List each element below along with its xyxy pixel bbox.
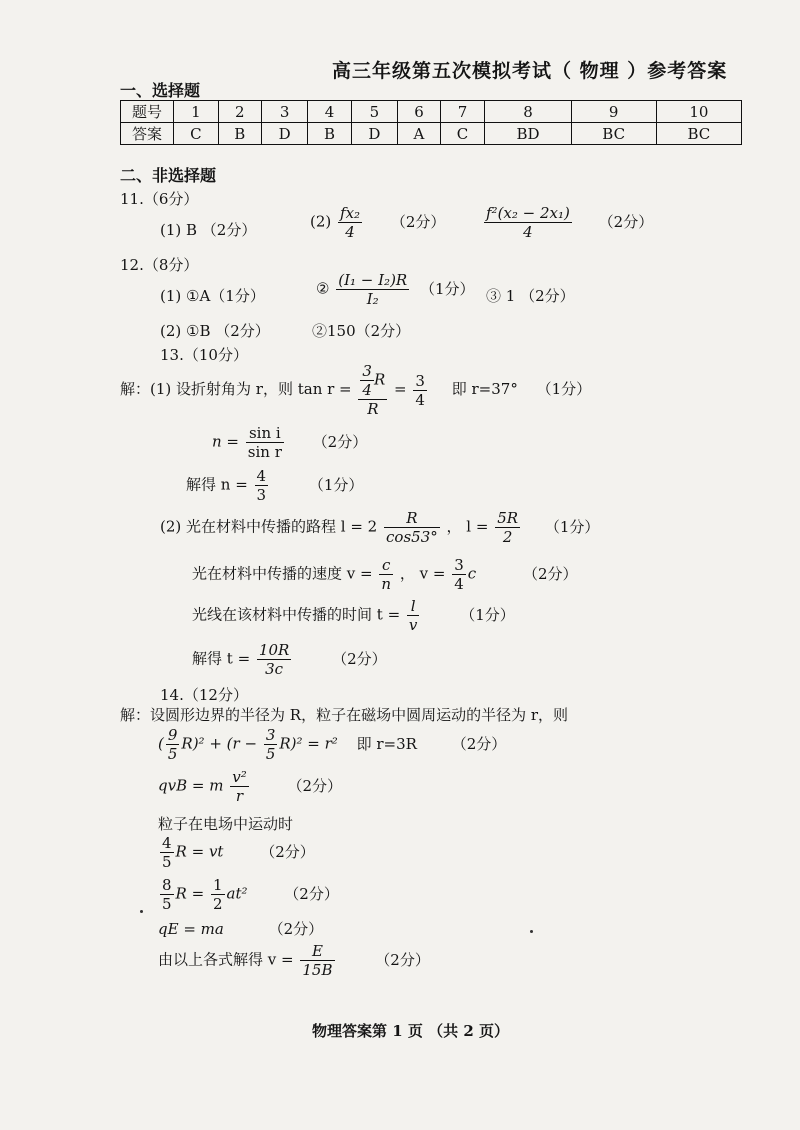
fraction-denominator: 2: [502, 528, 513, 546]
section-choice-heading: 一、选择题: [120, 81, 201, 100]
q13-line7-text: 解得 t =: [192, 649, 251, 668]
fraction-numerator: E: [300, 942, 334, 961]
q13-line6: [192, 597, 515, 634]
q14-line2-mid: R)² + (r −: [181, 734, 258, 753]
q11-heading: 11.（6分）: [120, 190, 199, 208]
section-nonchoice-heading: 二、非选择题: [120, 166, 217, 185]
symbol-R: R: [373, 370, 386, 389]
fraction-denominator: 5: [162, 895, 172, 913]
q13-line1-result: [413, 372, 427, 409]
q11-part3-fraction: [484, 204, 572, 241]
q13-line3-fraction: [255, 467, 269, 504]
q14-line2-open: (: [158, 734, 164, 753]
q11-part2-label: (2): [310, 212, 332, 231]
score-label: （1分）: [536, 380, 592, 398]
fraction-numerator: 9: [167, 726, 178, 744]
q14-line8-fraction: [300, 942, 334, 979]
table-cell: B: [308, 123, 351, 145]
fraction-numerator: 5R: [497, 509, 519, 527]
q12-part2-fraction: [336, 271, 409, 308]
table-header-cell: 答案: [121, 123, 174, 145]
q14-line2-fraction1: [166, 726, 180, 763]
fraction-denominator: cos53°: [386, 528, 438, 546]
fraction-denominator: 4: [345, 223, 355, 241]
fraction-numerator: [358, 362, 387, 400]
fraction-denominator: I₂: [366, 290, 379, 308]
fraction-denominator: r: [235, 787, 244, 805]
q14-line6-end: at²: [226, 884, 248, 903]
scan-speck: [530, 930, 533, 933]
fraction-numerator: c: [379, 556, 393, 575]
fraction-numerator: v²: [232, 768, 247, 786]
fraction-denominator: 5: [162, 853, 172, 871]
q13-line2: [212, 424, 367, 461]
q13-line5-text: 光在材料中传播的速度 v =: [192, 564, 373, 583]
q14-line3-fraction: [230, 768, 249, 805]
equals-sign: =: [394, 380, 407, 398]
table-cell: 8: [485, 101, 571, 123]
score-label: （2分）: [375, 950, 430, 969]
q13-line5-mid: ， v =: [399, 564, 446, 583]
fraction-numerator: 3: [362, 362, 372, 380]
fraction-denominator: 4: [523, 223, 533, 241]
score-label: （2分）: [522, 564, 578, 583]
fraction-numerator: f²(x₂ − 2x₁): [486, 204, 570, 222]
table-cell: BC: [656, 123, 741, 145]
table-cell: 1: [174, 101, 219, 123]
score-label: （2分）: [260, 842, 315, 861]
score-label: （2分）: [312, 432, 368, 451]
fraction-denominator: 5: [167, 745, 178, 763]
q14-line3-text: qvB = m: [158, 776, 224, 795]
q11-part2-fraction: [338, 204, 362, 241]
q13-line5-fraction: [379, 556, 393, 593]
fraction-denominator: R: [367, 400, 379, 418]
fraction-numerator: 3: [415, 371, 425, 390]
q14-line1: 解：设圆形边界的半径为 R，粒子在磁场中圆周运动的半径为 r，则: [120, 706, 569, 724]
page-footer: 物理答案第 1 页 （共 2 页）: [312, 1022, 509, 1040]
score-label: （2分）: [284, 884, 339, 903]
fraction-numerator: 8: [162, 876, 172, 894]
score-label: （2分）: [390, 212, 446, 231]
q14-line5-text: R = vt: [175, 842, 224, 861]
q14-line2-fraction2: [264, 726, 278, 763]
nested-fraction: [360, 362, 374, 399]
score-label: （2分）: [332, 649, 387, 668]
fraction-numerator: 4: [162, 834, 172, 852]
score-label: （2分）: [598, 212, 654, 231]
fraction-denominator: 3c: [265, 660, 284, 678]
q11-part3: [482, 204, 653, 241]
table-cell: 2: [218, 101, 261, 123]
q13-line4-mid: ， l =: [446, 517, 489, 536]
q14-line6-fraction2: [211, 876, 225, 913]
fraction-denominator: v: [408, 616, 418, 634]
fraction-numerator: sin i: [246, 424, 284, 443]
fraction-denominator: 4: [415, 390, 425, 409]
q14-line8-text: 由以上各式解得 v =: [158, 950, 294, 969]
table-cell: B: [218, 123, 261, 145]
q13-line1-conclusion: 即 r=37°: [451, 380, 518, 398]
fraction-numerator: R: [384, 509, 440, 528]
q13-heading: 13.（10分）: [160, 346, 248, 364]
q12-part2-label: ②: [316, 279, 330, 298]
table-cell: 9: [571, 101, 656, 123]
q12-part2: [316, 271, 475, 308]
q14-heading: 14.（12分）: [160, 686, 248, 704]
q13-line1: [120, 362, 591, 418]
table-cell: BC: [571, 123, 656, 145]
q13-line6-text: 光线在该材料中传播的时间 t =: [192, 605, 401, 624]
table-cell: C: [174, 123, 219, 145]
table-cell: 5: [351, 101, 398, 123]
fraction-numerator: (I₁ − I₂)R: [338, 271, 408, 289]
fraction-numerator: 10R: [258, 641, 290, 659]
table-cell: 10: [656, 101, 741, 123]
fraction-denominator: sin r: [247, 443, 282, 461]
q12-part4: (2) ①B （2分）: [160, 322, 270, 340]
table-header-cell: 题号: [121, 101, 174, 123]
fraction-denominator: n: [381, 575, 392, 593]
table-cell: 6: [398, 101, 440, 123]
fraction-numerator: 4: [256, 467, 267, 485]
q12-heading: 12.（8分）: [120, 256, 199, 274]
q14-line2-conclusion: 即 r=3R: [356, 734, 417, 753]
fraction-denominator: 4: [454, 575, 464, 593]
fraction-denominator: 2: [212, 895, 223, 913]
q14-line2: [158, 726, 506, 763]
answer-table: [120, 100, 742, 145]
symbol-c: c: [467, 564, 477, 583]
q13-line5: [192, 556, 577, 593]
q12-part3: ③ 1 （2分）: [486, 287, 575, 305]
q12-part1: (1) ①A（1分）: [160, 287, 265, 305]
table-cell: BD: [485, 123, 571, 145]
scan-speck: [140, 910, 143, 913]
table-cell: 4: [308, 101, 351, 123]
q14-line7-text: qE = ma: [158, 920, 224, 938]
q11-part1: (1) B （2分）: [160, 221, 257, 239]
score-label: （2分）: [287, 776, 343, 795]
table-row-answers: [121, 123, 742, 145]
q13-line1-text: 解：(1) 设折射角为 r，则 tan r =: [120, 380, 352, 398]
q13-line5-result: [452, 556, 466, 593]
q14-line6-fraction1: [160, 876, 174, 913]
table-cell: D: [261, 123, 308, 145]
q13-line1-fraction: [358, 362, 387, 418]
q14-line3: [158, 768, 342, 805]
q14-line7: [158, 918, 323, 939]
table-cell: D: [351, 123, 398, 145]
table-cell: A: [398, 123, 440, 145]
fraction-numerator: fx₂: [340, 204, 361, 222]
fraction-denominator: 4: [362, 381, 372, 399]
fraction-numerator: 1: [212, 876, 223, 894]
q14-line2-end: R)² = r²: [279, 734, 338, 753]
fraction-numerator: 3: [265, 726, 276, 744]
fraction-denominator: 15B: [302, 961, 333, 979]
q13-line4: [160, 509, 599, 546]
score-label: （2分）: [451, 734, 507, 753]
q14-line6-mid: R =: [175, 884, 205, 903]
q13-line7-fraction: [257, 641, 291, 678]
score-label: （2分）: [268, 920, 324, 938]
q14-line5: [158, 834, 315, 871]
table-cell: 3: [261, 101, 308, 123]
q12-part5: ②150（2分）: [312, 322, 411, 340]
q13-line4-fraction: [384, 509, 440, 546]
table-row-numbers: [121, 101, 742, 123]
q13-line4-result: [495, 509, 520, 546]
q13-line2-text: n =: [212, 432, 239, 451]
score-label: （1分）: [308, 475, 364, 494]
fraction-denominator: 5: [265, 745, 276, 763]
fraction-numerator: 3: [454, 556, 464, 574]
fraction-numerator: l: [407, 597, 419, 616]
q14-line4: 粒子在电场中运动时: [158, 815, 294, 833]
q13-line3-text: 解得 n =: [186, 475, 248, 494]
score-label: （1分）: [460, 605, 515, 624]
q13-line6-fraction: [407, 597, 419, 634]
q13-line2-fraction: [246, 424, 284, 461]
q11-part2: [310, 204, 445, 241]
q13-line3: [186, 467, 363, 504]
q14-line8: [158, 942, 430, 979]
table-cell: C: [440, 123, 485, 145]
page-title: 高三年级第五次模拟考试（ 物理 ）参考答案: [332, 60, 728, 82]
score-label: （1分）: [544, 517, 600, 536]
fraction-denominator: 3: [256, 486, 267, 504]
score-label: （1分）: [420, 279, 475, 298]
q13-line4-text: (2) 光在材料中传播的路程 l = 2: [160, 517, 378, 536]
q14-line5-fraction: [160, 834, 174, 871]
q14-line6: [158, 876, 339, 913]
table-cell: 7: [440, 101, 485, 123]
q13-line7: [192, 641, 387, 678]
